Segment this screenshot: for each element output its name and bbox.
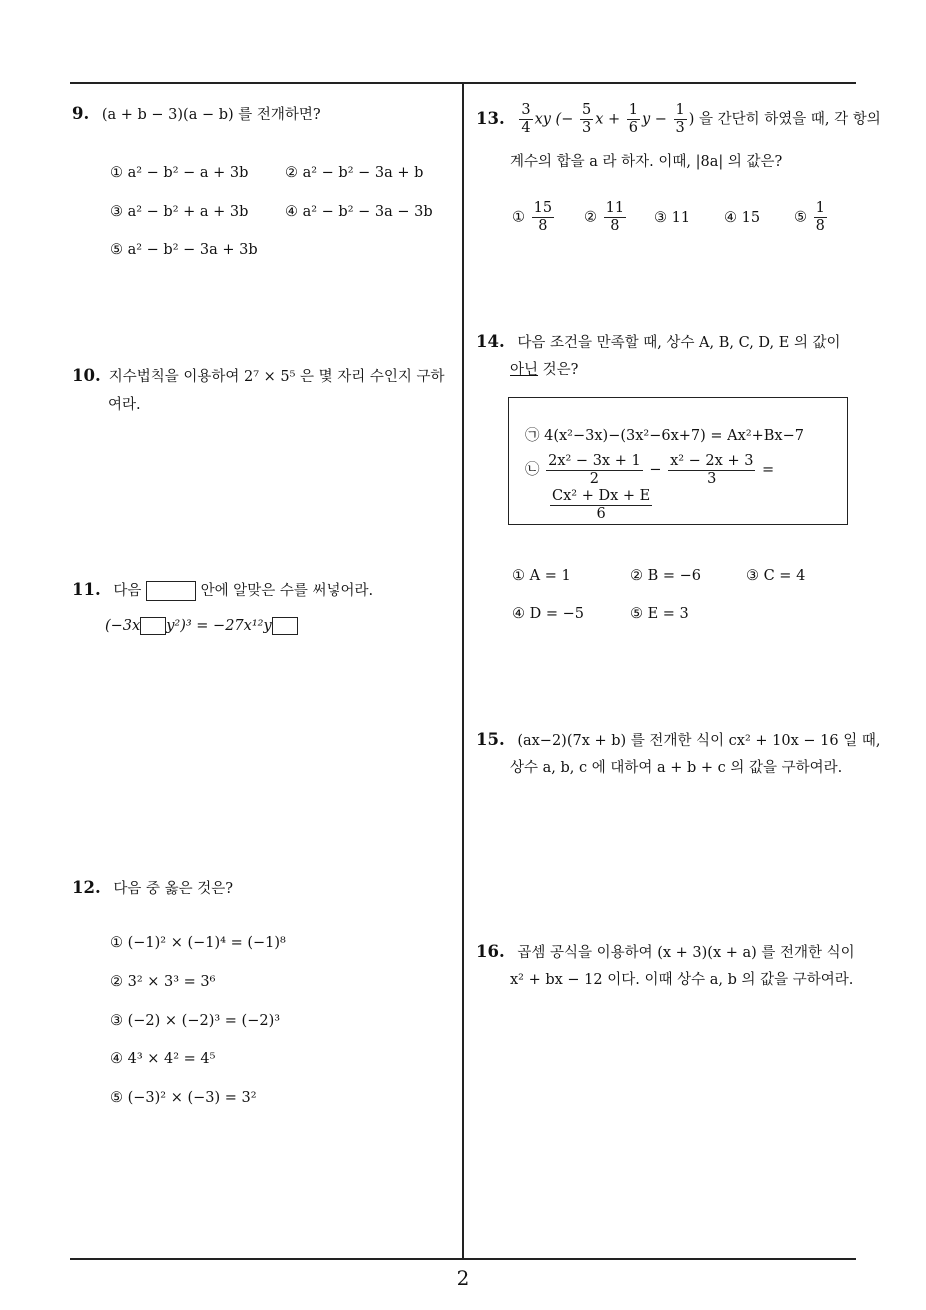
question-text-line-1: (ax−2)(7x + b) 를 전개한 식이 cx² + 10x − 16 일 때, [517,733,881,749]
question-16 [476,938,855,967]
fraction-2: $\frac{5}{3}$ [581,102,592,136]
question-number: 11. [72,580,101,599]
q9-option-4[interactable]: ④ a² − b² − 3a − 3b [285,204,433,220]
question-11 [72,576,373,605]
q12-option-5[interactable]: ⑤ (−3)² × (−3) = 3² [110,1090,257,1106]
question-15 [476,726,880,755]
condition-2: ㉡ $\frac{\text{2x² − 3x + 1}}{2}$ − $\frac{\text{x² − 2x + 3}}{3}$ = [525,453,775,487]
term-1: xy (− [534,111,574,128]
q12-option-4[interactable]: ④ 4³ × 4² = 4⁵ [110,1051,216,1067]
question-text-line-1: 곱셈 공식을 이용하여 (x + 3)(x + a) 를 전개한 식이 [517,945,855,961]
q11-equation [105,612,298,640]
condition-2-fraction-1: $\frac{\text{2x² − 3x + 1}}{2}$ [548,453,641,487]
question-13-line-2: 계수의 합을 a 라 하자. 이때, |8a| 의 값은? [510,154,783,170]
q9-option-2[interactable]: ② a² − b² − 3a + b [285,165,424,181]
term-4: ) 을 간단히 하였을 때, 각 항의 [688,111,881,128]
fraction-1: $\frac{3}{4}$ [521,102,531,136]
condition-2-fraction-3: $\frac{\text{Cx² + Dx + E}}{6}$ [552,488,651,522]
equation-part-b: y²)³ = −27x¹²y [166,618,272,634]
q9-option-5[interactable]: ⑤ a² − b² − 3a + 3b [110,242,258,258]
bottom-rule [70,1258,856,1260]
question-14-line-2 [510,358,578,379]
q12-option-1[interactable]: ① (−1)² × (−1)⁴ = (−1)⁸ [110,935,286,951]
q13-option-1[interactable]: ① $\frac{15}{8}$ [512,200,553,234]
question-10 [72,362,457,419]
question-number: 16. [476,942,505,961]
question-text-line-1: 지수법칙을 이용하여 2⁷ × 5⁵ 은 몇 자리 수인지 구하 [108,369,445,385]
q13-option-3[interactable]: ③ 11 [654,210,691,226]
question-text-line-2: 여라. [108,397,141,413]
q13-option-2[interactable]: ② $\frac{11}{8}$ [584,200,625,234]
q13-option-5[interactable]: ⑤ $\frac{1}{8}$ [794,200,825,234]
q12-option-2[interactable]: ② 3² × 3³ = 3⁶ [110,974,216,990]
question-number: 12. [72,878,101,897]
equation-blank-1[interactable] [140,617,166,635]
condition-2-fraction-2: $\frac{\text{x² − 2x + 3}}{3}$ [670,453,754,487]
question-14 [476,328,841,357]
condition-1: ㉠ 4(x²−3x)−(3x²−6x+7) = Ax²+Bx−7 [525,428,804,444]
term-2: x + [595,111,621,128]
q14-option-4[interactable]: ④ D = −5 [512,606,584,622]
question-text: (a + b − 3)(a − b) 를 전개하면? [101,107,321,123]
question-number: 14. [476,332,505,351]
question-15-line-2: 상수 a, b, c 에 대하여 a + b + c 의 값을 구하여라. [510,760,843,776]
q12-option-3[interactable]: ③ (−2) × (−2)³ = (−2)³ [110,1013,281,1029]
q9-option-3[interactable]: ③ a² − b² + a + 3b [110,204,249,220]
question-12 [72,874,233,903]
column-divider [462,82,464,1258]
term-3: y − [641,111,667,128]
question-16-line-2: x² + bx − 12 이다. 이때 상수 a, b 의 값을 구하여라. [510,972,854,988]
underlined-word: 아닌 [510,362,539,378]
question-text-line-2: 것은? [538,362,579,378]
q14-option-1[interactable]: ① A = 1 [512,568,571,584]
q13-option-4[interactable]: ④ 15 [724,210,761,226]
q9-option-1[interactable]: ① a² − b² − a + 3b [110,165,249,181]
answer-blank-box [146,581,196,601]
equation-part-a: (−3x [105,618,141,634]
question-9 [72,100,321,129]
q14-option-2[interactable]: ② B = −6 [630,568,702,584]
question-text-post: 안에 알맞은 수를 써넣어라. [200,583,374,599]
question-number: 9. [72,104,90,123]
page-number: 2 [456,1266,470,1290]
question-text-pre: 다음 [113,583,142,599]
q14-option-3[interactable]: ③ C = 4 [746,568,806,584]
fraction-4: $\frac{1}{3}$ [675,102,685,136]
q14-option-5[interactable]: ⑤ E = 3 [630,606,689,622]
condition-2-label: ㉡ [525,462,540,478]
question-text-line-1: 다음 조건을 만족할 때, 상수 A, B, C, D, E 의 값이 [517,335,841,351]
question-13 [476,102,881,137]
question-number: 10. [72,366,101,385]
fraction-3: $\frac{1}{6}$ [628,102,638,136]
question-text: 다음 중 옳은 것은? [113,881,233,897]
equation-blank-2[interactable] [272,617,298,635]
question-number: 13. [476,108,505,128]
question-number: 15. [476,730,505,749]
